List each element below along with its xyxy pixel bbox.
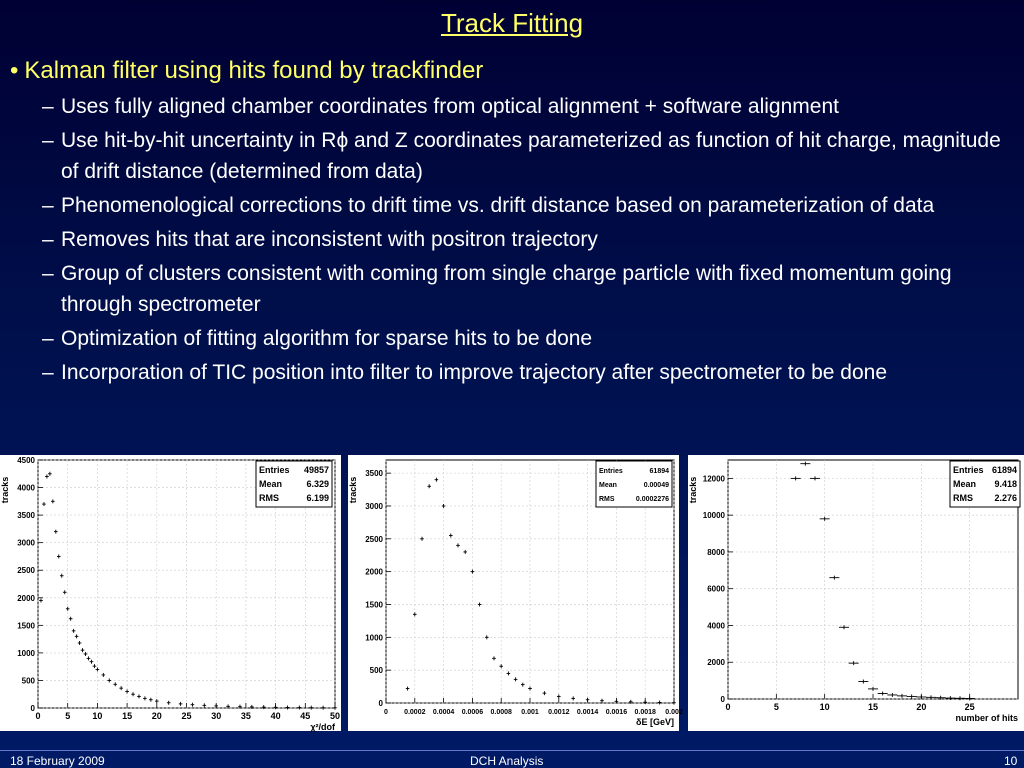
x-tick-label: 0 [35, 711, 41, 721]
stats-value: 61894 [649, 468, 669, 475]
y-tick-label: 12000 [702, 474, 725, 484]
x-tick-label: 0.0006 [461, 709, 484, 716]
sub-bullet [42, 323, 1015, 354]
y-tick-label: 2500 [365, 534, 383, 544]
x-tick-label: 40 [270, 711, 281, 721]
y-tick-label: 2000 [17, 593, 35, 603]
sub-bullet-text: Removes hits that are inconsistent with positron trajectory [61, 228, 598, 251]
x-tick-label: 0.0018 [634, 709, 656, 716]
bullet-list [10, 57, 1015, 391]
sub-bullet [42, 190, 1015, 221]
stats-key: RMS [259, 493, 279, 503]
hits-histogram-svg [688, 455, 1024, 731]
stats-key: RMS [599, 496, 615, 503]
dash: – [42, 129, 54, 152]
y-tick-label: 2500 [17, 566, 35, 576]
dash: – [42, 327, 54, 350]
y-tick-label: 2000 [707, 658, 725, 668]
y-tick-label: 3000 [365, 501, 383, 511]
sub-bullet [42, 125, 1015, 187]
delta-e-histogram-svg [348, 455, 683, 731]
x-tick-label: 0.0008 [490, 709, 512, 716]
sub-bullet [42, 357, 1015, 388]
y-tick-label: 500 [369, 666, 383, 676]
x-tick-label: 5 [65, 711, 71, 721]
main-bullet-text: Kalman filter using hits found by trackfinder [24, 57, 484, 84]
x-tick-label: 10 [819, 702, 830, 712]
x-tick-label: 30 [211, 711, 222, 721]
y-tick-label: 4000 [707, 621, 725, 631]
y-tick-label: 3500 [365, 469, 383, 479]
y-axis-label: tracks [0, 476, 10, 504]
x-tick-label: 0.0012 [548, 709, 570, 716]
x-axis-label: δE [GeV] [636, 717, 674, 727]
stats-key: Entries [953, 465, 984, 475]
dash: – [42, 262, 54, 285]
y-tick-label: 1000 [17, 648, 35, 658]
stats-key: Mean [953, 479, 977, 489]
x-tick-label: 50 [329, 711, 341, 721]
dash: – [42, 194, 54, 217]
y-tick-label: 1500 [17, 621, 35, 631]
sub-bullet-text: Use hit-by-hit uncertainty in Rϕ and Z coordinates parameterized as function of hit charge, magnitude of drift distance (determined from data) [61, 129, 1001, 183]
y-axis-label: tracks [688, 476, 698, 504]
stats-value: 6.329 [306, 479, 329, 489]
sub-bullet-text: Uses fully aligned chamber coordinates from optical alignment + software alignment [61, 95, 839, 118]
stats-value: 61894 [991, 465, 1017, 475]
x-tick-label: 0.0002 [404, 709, 426, 716]
x-tick-label: 0.001 [521, 709, 539, 716]
sub-bullet-text: Incorporation of TIC position into filter to improve trajectory after spectrometer to be done [61, 361, 888, 384]
x-tick-label: 0.0014 [576, 709, 599, 716]
x-tick-label: 35 [240, 711, 251, 721]
x-tick-label: 25 [181, 711, 192, 721]
y-tick-label: 1000 [365, 633, 383, 643]
main-bullet [10, 57, 1015, 85]
stats-key: Entries [599, 468, 623, 475]
stats-value: 49857 [303, 465, 329, 475]
dash: – [42, 95, 54, 118]
stats-value: 9.418 [994, 479, 1017, 489]
stats-key: RMS [953, 493, 973, 503]
stats-value: 6.199 [306, 493, 329, 503]
sub-bullet-text: Group of clusters consistent with coming from single charge particle with fixed momentum going through spectrometer [61, 262, 952, 316]
y-tick-label: 3000 [17, 538, 35, 548]
delta-e-histogram [348, 455, 683, 731]
x-tick-label: 0 [725, 702, 731, 712]
y-axis-label: tracks [348, 476, 358, 504]
y-tick-label: 0 [378, 699, 383, 708]
x-tick-label: 45 [300, 711, 311, 721]
sub-bullet [42, 258, 1015, 320]
x-tick-label: 20 [151, 711, 162, 721]
x-tick-label: 25 [964, 702, 975, 712]
stats-value: 0.00049 [643, 482, 669, 489]
x-axis-label: χ²/dof [310, 722, 335, 732]
y-tick-label: 0 [30, 704, 35, 713]
chi2-histogram-svg [0, 455, 341, 731]
y-tick-label: 2000 [365, 567, 383, 577]
hits-histogram [688, 455, 1024, 731]
stats-value: 2.276 [994, 493, 1017, 503]
x-tick-label: 5 [773, 702, 779, 712]
chi2-histogram [0, 455, 341, 731]
stats-key: Entries [259, 465, 290, 475]
x-tick-label: 10 [92, 711, 103, 721]
y-tick-label: 4500 [17, 456, 35, 465]
page-number: 10 [1004, 754, 1018, 768]
x-tick-label: 0.002 [665, 709, 683, 716]
x-tick-label: 15 [867, 702, 879, 712]
x-tick-label: 0 [384, 709, 388, 716]
footer-date: 18 February 2009 [10, 754, 105, 768]
dash: – [42, 228, 54, 251]
y-tick-label: 6000 [707, 584, 725, 594]
y-tick-label: 0 [720, 695, 725, 704]
y-tick-label: 3500 [17, 511, 35, 521]
bullet-dot: • [10, 57, 19, 84]
footer-divider [0, 750, 1024, 751]
y-tick-label: 8000 [707, 547, 725, 557]
x-tick-label: 15 [122, 711, 133, 721]
stats-value: 0.0002276 [635, 496, 669, 503]
dash: – [42, 361, 54, 384]
y-tick-label: 4000 [17, 483, 35, 493]
sub-bullet [42, 91, 1015, 122]
y-tick-label: 1500 [365, 600, 383, 610]
x-axis-label: number of hits [955, 713, 1018, 723]
sub-bullet [42, 224, 1015, 255]
stats-key: Mean [259, 479, 283, 489]
x-tick-label: 0.0016 [605, 709, 628, 716]
x-tick-label: 0.0004 [432, 709, 455, 716]
y-tick-label: 500 [21, 676, 35, 686]
sub-bullet-text: Optimization of fitting algorithm for sparse hits to be done [61, 327, 593, 350]
x-tick-label: 20 [916, 702, 927, 712]
stats-key: Mean [599, 482, 617, 489]
y-tick-label: 10000 [702, 511, 725, 521]
footer-title: DCH Analysis [470, 754, 544, 768]
sub-bullet-text: Phenomenological corrections to drift time vs. drift distance based on parameterization of data [61, 194, 935, 217]
slide-title: Track Fitting [440, 8, 584, 38]
